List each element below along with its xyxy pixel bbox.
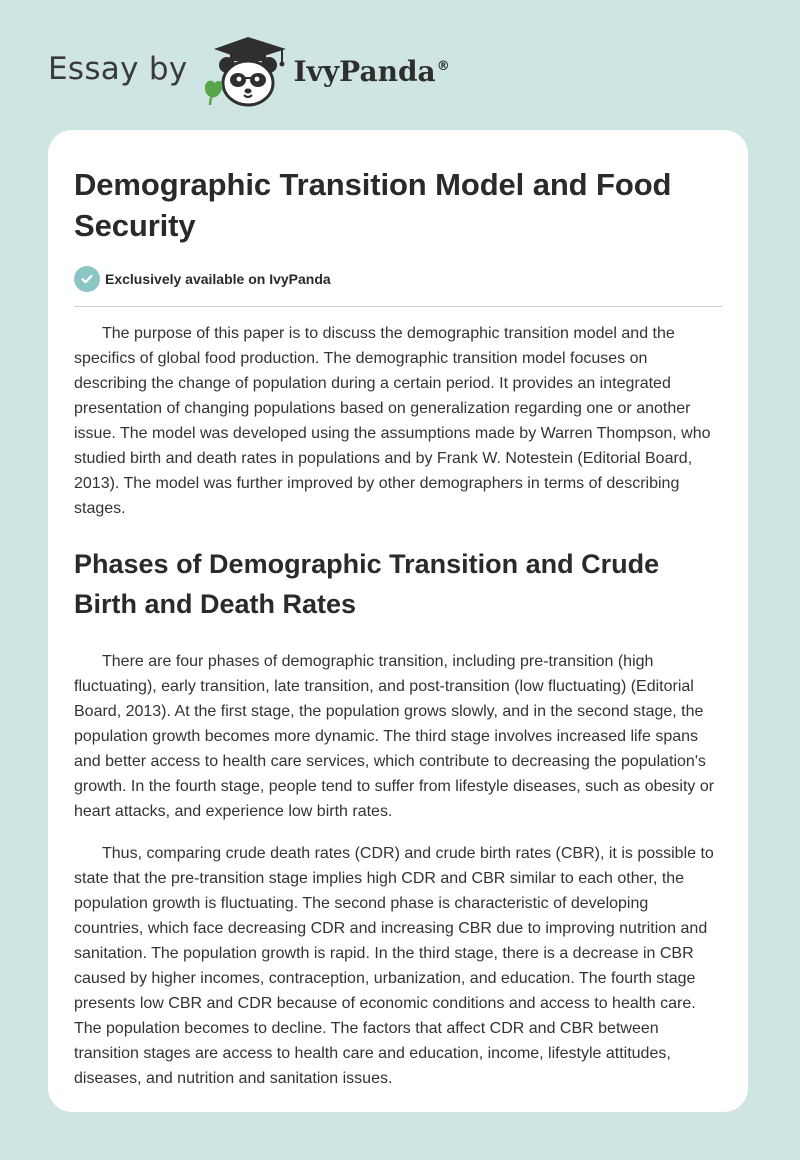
exclusive-badge — [74, 265, 722, 293]
section-heading: Phases of Demographic Transition and Crude Birth and Death Rates — [74, 549, 660, 619]
body-paragraph: There are four phases of demographic transition, including pre-transition (high fluctuating), early transition, late transition, and post-transition (low fluctuating) (Editorial Board, 2013). At the first stage, the population grows slowly, and in the second stage, the population growth becomes more dynamic. The third stage involves increased life spans and better access to health care services, which contribute to decreasing the population's growth. In the fourth stage, people tend to suffer from lifestyle diseases, such as obesity or heart attacks, and experience low birth rates. — [74, 653, 715, 820]
brand-name — [294, 55, 450, 88]
exclusive-badge-label: Exclusively available on IvyPanda — [105, 271, 331, 287]
checkmark-icon — [80, 272, 94, 286]
brand-name-text: IvyPanda — [293, 54, 436, 88]
check-circle-icon — [74, 266, 100, 292]
intro-paragraph: The purpose of this paper is to discuss the demographic transition model and the specifics of global food production. The demographic transition model focuses on describing the change of population during a certain period. It provides an integrated presentation of changing populations based on generalization regarding one or another issue. The model was developed using the assumptions made by Warren Thompson, who studied birth and death rates in populations and by Frank W. Notestein (Editorial Board, 2013). The model was further improved by other demographers in terms of describing stages. — [74, 325, 711, 517]
title-divider — [74, 306, 722, 307]
registered-mark: ® — [436, 59, 450, 75]
article-title: Demographic Transition Model and Food Security — [74, 167, 672, 243]
brand-header — [48, 32, 450, 112]
brand-prefix: Essay by — [48, 51, 188, 87]
body-paragraph: Thus, comparing crude death rates (CDR) and crude birth rates (CBR), it is possible to state that the pre-transition stage implies high CDR and CBR similar to each other, the population growth is fluctuating. The second phase is characteristic of developing countries, which face decreasing CDR and increasing CBR due to improving nutrition and sanitation. The population growth is rapid. In the third stage, there is a decrease in CBR caused by higher incomes, contraception, urbanization, and education. The fourth stage presents low CBR and CDR because of economic conditions and access to health care. The population becomes to decline. The factors that affect CDR and CBR between transition stages are access to health care and education, income, lifestyle attitudes, diseases, and nutrition and sanitation issues. — [74, 845, 714, 1087]
panda-logo-icon — [200, 33, 292, 111]
article-card — [48, 130, 748, 1112]
